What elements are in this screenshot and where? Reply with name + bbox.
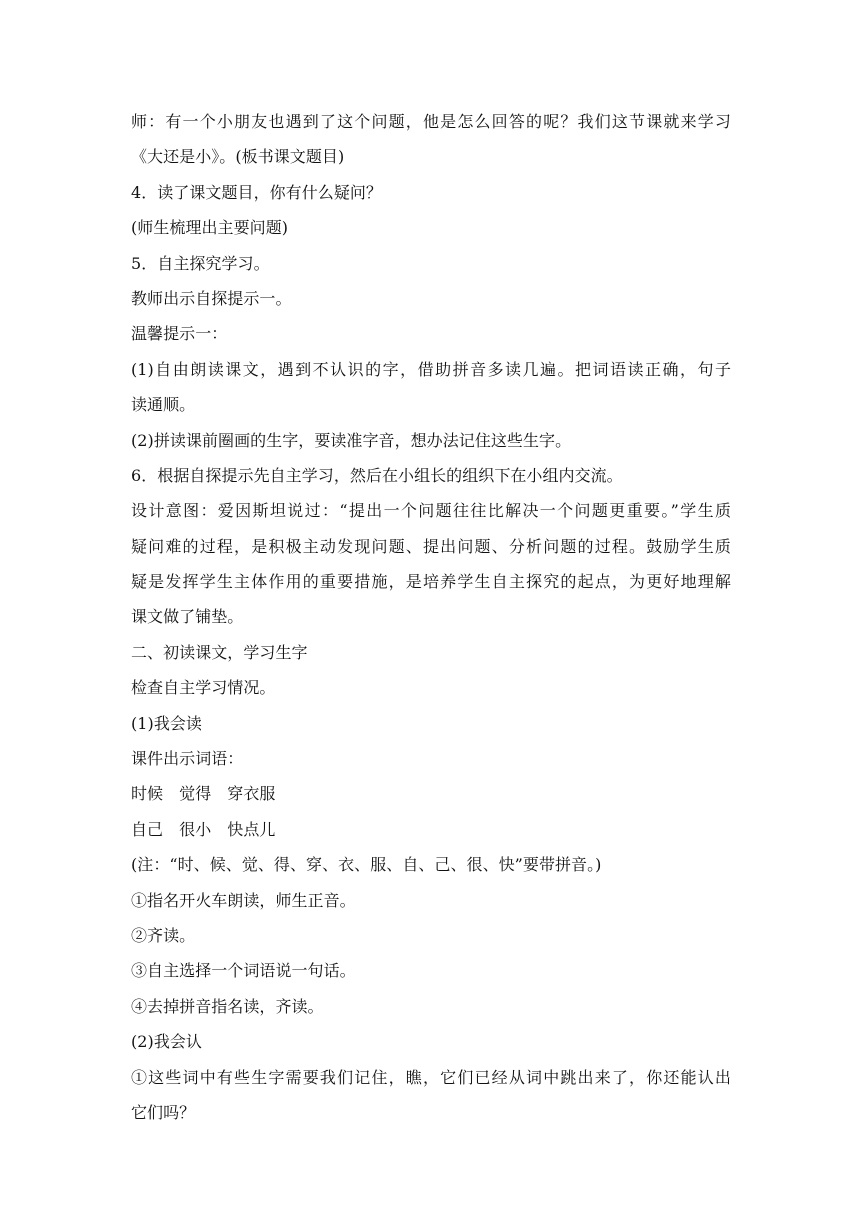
text-line: (1)自由朗读课文，遇到不认识的字，借助拼音多读几遍。把词语读正确，句子 bbox=[131, 359, 731, 379]
text-line: 6．根据自探提示先自主学习，然后在小组长的组织下在小组内交流。 bbox=[131, 465, 623, 485]
text-line: 它们吗？ bbox=[131, 1102, 196, 1122]
text-line: 疑问难的过程，是积极主动发现问题、提出问题、分析问题的过程。鼓励学生质 bbox=[131, 536, 731, 556]
text-line: (2)拼读课前圈画的生字，要读准字音，想办法记住这些生字。 bbox=[131, 430, 572, 450]
text-line: 疑是发挥学生主体作用的重要措施，是培养学生自主探究的起点，为更好地理解 bbox=[131, 572, 731, 592]
text-line: ②齐读。 bbox=[131, 925, 196, 945]
text-line: (注：“时、候、觉、得、穿、衣、服、自、己、很、快”要带拼音。) bbox=[131, 855, 602, 875]
word-list-line: 时候 觉得 穿衣服 bbox=[131, 784, 276, 804]
text-line: 读通顺。 bbox=[131, 395, 196, 415]
text-line: 5．自主探究学习。 bbox=[131, 253, 270, 273]
text-line: 师：有一个小朋友也遇到了这个问题，他是怎么回答的呢？我们这节课就来学习 bbox=[131, 112, 731, 131]
text-line: (2)我会认 bbox=[131, 1032, 202, 1052]
text-line: ①指名开火车朗读，师生正音。 bbox=[131, 890, 356, 910]
text-line: (1)我会读 bbox=[131, 713, 202, 733]
text-line: 《大还是小》。(板书课文题目) bbox=[131, 147, 345, 167]
text-line: ④去掉拼音指名读，齐读。 bbox=[131, 996, 324, 1016]
word-list-line: 自己 很小 快点儿 bbox=[131, 819, 276, 839]
text-line: 课文做了铺垫。 bbox=[131, 607, 244, 627]
text-line: ①这些词中有些生字需要我们记住，瞧，它们已经从词中跳出来了，你还能认出 bbox=[131, 1067, 731, 1087]
text-line: 4．读了课文题目，你有什么疑问？ bbox=[131, 182, 382, 202]
text-line: 温馨提示一： bbox=[131, 324, 228, 344]
text-line: 设计意图：爱因斯坦说过：“提出一个问题往往比解决一个问题更重要。”学生质 bbox=[131, 501, 731, 521]
text-line: (师生梳理出主要问题) bbox=[131, 218, 289, 238]
lesson-plan-text bbox=[131, 104, 731, 1130]
text-line: 课件出示词语： bbox=[131, 749, 244, 769]
text-line: 检查自主学习情况。 bbox=[131, 678, 276, 698]
text-line: 教师出示自探提示一。 bbox=[131, 288, 292, 308]
text-line: ③自主选择一个词语说一句话。 bbox=[131, 961, 356, 981]
section-heading: 二、初读课文，学习生字 bbox=[131, 642, 308, 662]
